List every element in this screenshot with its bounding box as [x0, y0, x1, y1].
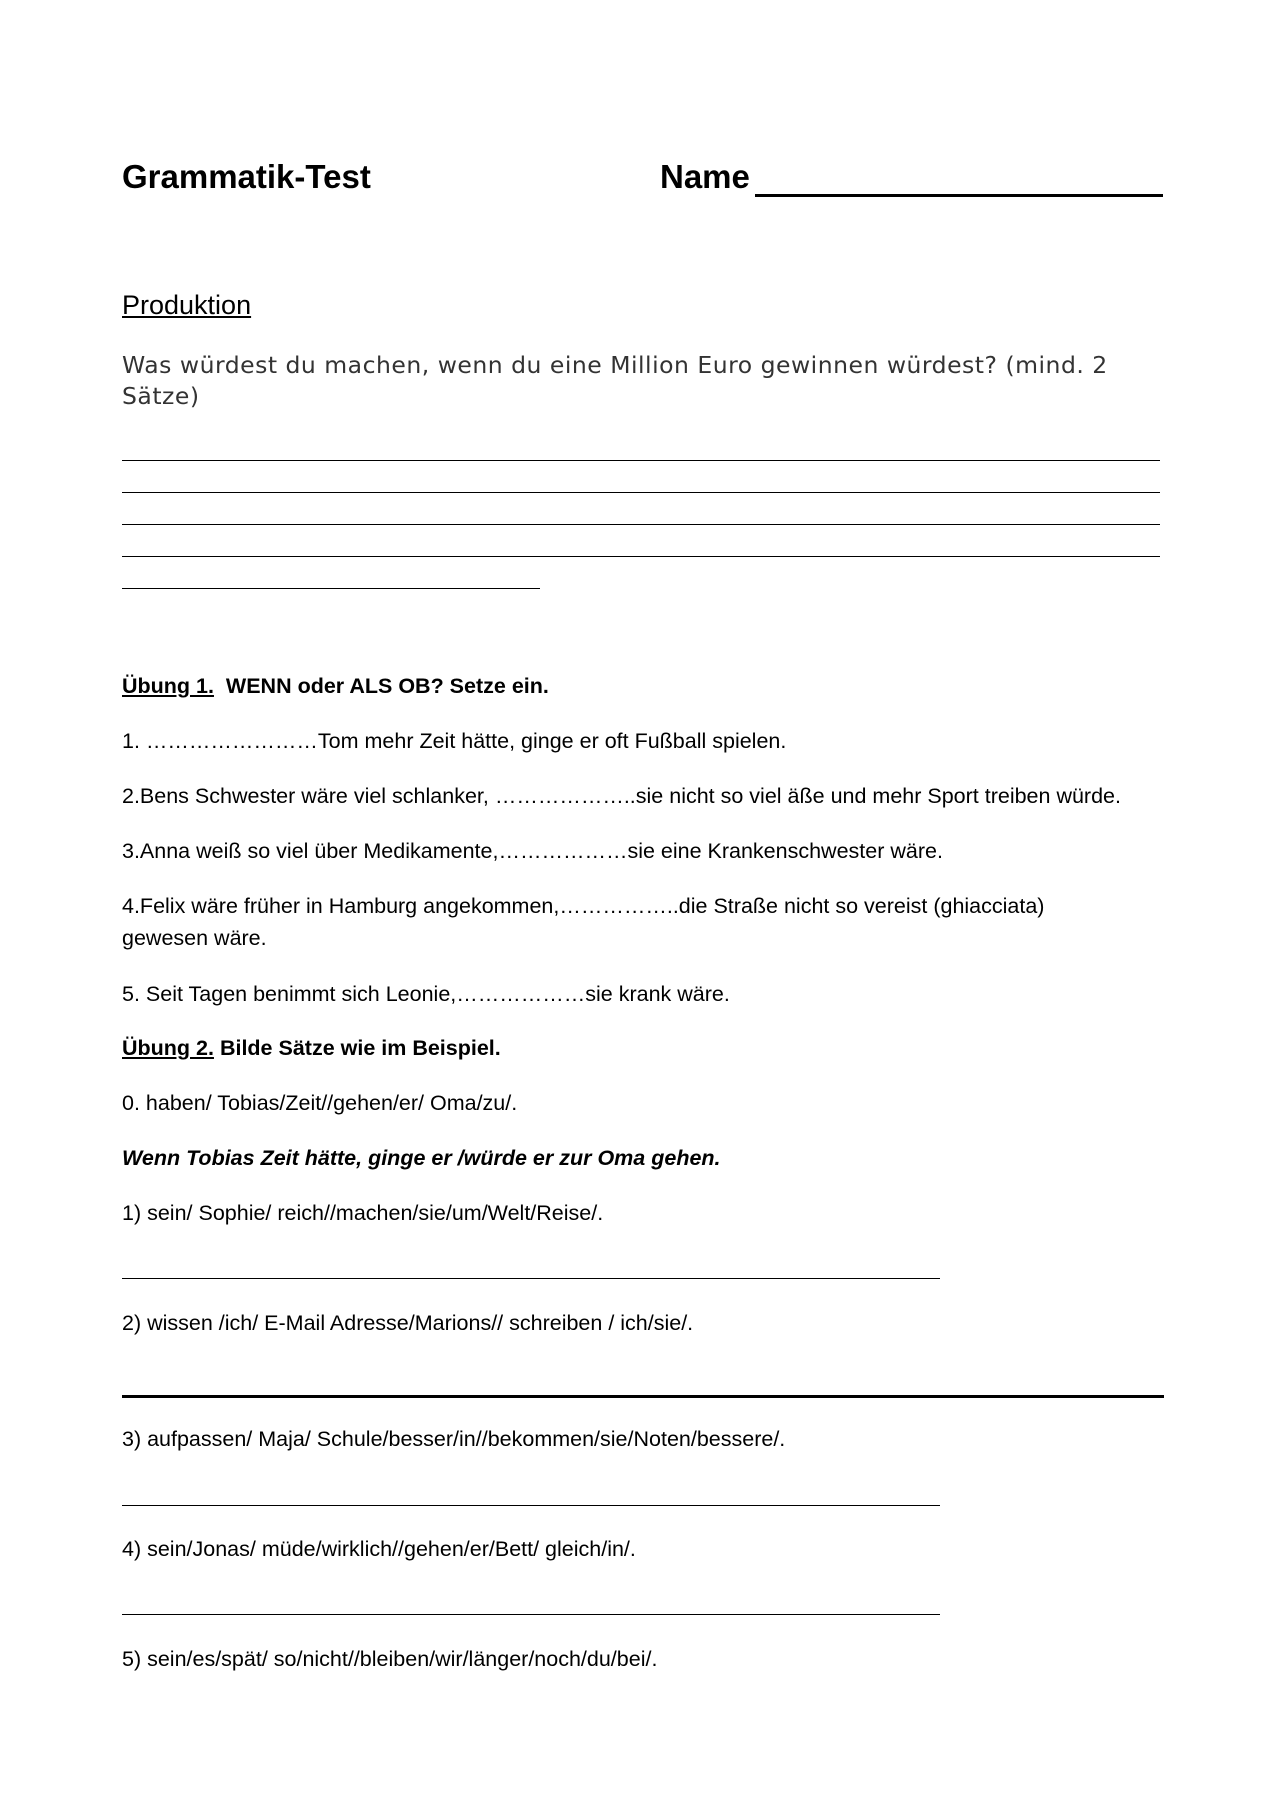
writing-line[interactable] [122, 588, 540, 589]
answer-line[interactable] [122, 1505, 940, 1506]
uebung2-example-prompt: 0. haben/ Tobias/Zeit//gehen/er/ Oma/zu/. [122, 1091, 518, 1115]
answer-line-thick[interactable] [122, 1395, 1164, 1398]
uebung2-item: 3) aufpassen/ Maja/ Schule/besser/in//bekommen/sie/Noten/bessere/. [122, 1427, 786, 1451]
uebung2-label: Übung 2. [122, 1036, 214, 1060]
uebung1-heading [122, 674, 549, 699]
name-label: Name [660, 158, 750, 195]
uebung1-label: Übung 1. [122, 674, 214, 698]
writing-line[interactable] [122, 524, 1160, 525]
uebung2-instruction: Bilde Sätze wie im Beispiel. [219, 1036, 501, 1060]
uebung1-instruction: WENN oder ALS OB? Setze ein. [225, 674, 549, 698]
uebung1-item: 2.Bens Schwester wäre viel schlanker, ………………..sie nicht so viel äße und mehr Sport treiben würde. [122, 784, 1121, 808]
uebung2-item: 1) sein/ Sophie/ reich//machen/sie/um/Welt/Reise/. [122, 1201, 604, 1225]
uebung1-item: 1. ……………………Tom mehr Zeit hätte, ginge er oft Fußball spielen. [122, 729, 787, 753]
writing-line[interactable] [122, 556, 1160, 557]
uebung1-item: 5. Seit Tagen benimmt sich Leonie,………………sie krank wäre. [122, 982, 730, 1006]
produktion-prompt: Was würdest du machen, wenn du eine Million Euro gewinnen würdest? (mind. 2 Sätze) [122, 351, 1108, 410]
answer-line[interactable] [122, 1278, 940, 1279]
writing-line[interactable] [122, 460, 1160, 461]
uebung2-example-answer: Wenn Tobias Zeit hätte, ginge er /würde er zur Oma gehen. [122, 1146, 721, 1170]
uebung2-heading [122, 1036, 501, 1061]
writing-line[interactable] [122, 492, 1160, 493]
uebung2-item: 2) wissen /ich/ E-Mail Adresse/Marions// schreiben / ich/sie/. [122, 1311, 694, 1335]
answer-line[interactable] [122, 1614, 940, 1615]
uebung2-item: 4) sein/Jonas/ müde/wirklich//gehen/er/Bett/ gleich/in/. [122, 1537, 636, 1561]
name-answer-line[interactable] [755, 194, 1163, 197]
uebung1-item: 3.Anna weiß so viel über Medikamente,………………sie eine Krankenschwester wäre. [122, 839, 943, 863]
uebung1-item: 4.Felix wäre früher in Hamburg angekommen,……………..die Straße nicht so vereist (ghiacciata) gewesen wäre. [122, 894, 1045, 950]
page-title: Grammatik-Test [122, 158, 371, 195]
uebung2-item: 5) sein/es/spät/ so/nicht//bleiben/wir/länger/noch/du/bei/. [122, 1647, 658, 1671]
produktion-heading: Produktion [122, 290, 252, 320]
